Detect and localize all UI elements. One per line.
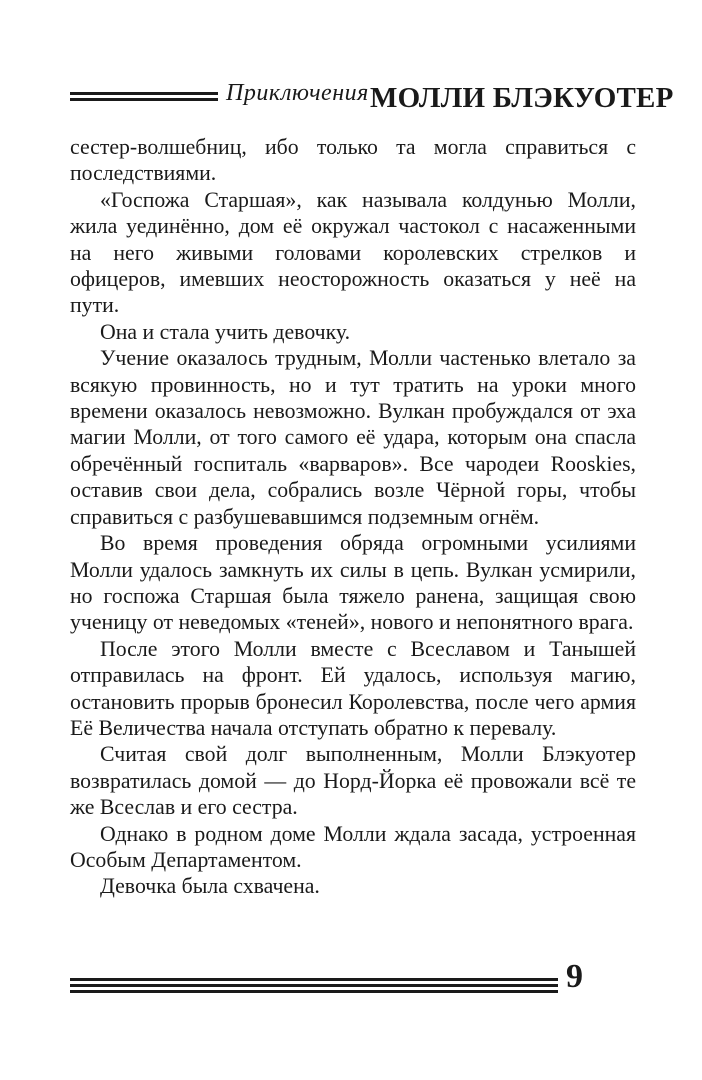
paragraph: Считая свой долг выполненным, Молли Блэкуотер возвратилась домой — до Норд-Йорка её провожали всё те же Всеслав и его сестра. <box>70 742 636 820</box>
paragraph: Она и стала учить девочку. <box>100 319 351 344</box>
paragraph: Девочка была схвачена. <box>100 874 320 899</box>
page-number: 9 <box>566 958 583 995</box>
book-title: МОЛЛИ БЛЭКУОТЕР <box>370 82 674 114</box>
paragraph: сестер-волшебниц, ибо только та могла справиться с последствиями. <box>70 135 636 186</box>
paragraph: Во время проведения обряда огромными усилиями Молли удалось замкнуть их силы в цепь. Вулкан усмирили, но госпожа Старшая была тяжело ранена, защищая свою ученицу от неведомых «теней», нового и непонятного врага. <box>70 531 636 635</box>
body-text <box>70 134 636 900</box>
paragraph: Однако в родном доме Молли ждала засада, устроенная Особым Департаментом. <box>70 821 636 872</box>
series-name: Приключения <box>226 80 369 106</box>
paragraph: «Госпожа Старшая», как называла колдунью Молли, жила уединённо, дом её окружал частокол с насаженными на него живыми головами королевских стрелков и офицеров, имевших неосторожность оказаться у неё на пути. <box>70 187 636 318</box>
header-rule <box>70 92 218 104</box>
paragraph: Учение оказалось трудным, Молли частенько влетало за всякую провинность, но и тут тратить на уроки много времени оказалось невозможно. Вулкан пробуждался от эха магии Молли, от того самого её удара, которым она спасла обречённый госпиталь «варваров». Все чародеи Rooskies, оставив свои дела, собрались возле Чёрной горы, чтобы справиться с разбушевавшимся подземным огнём. <box>70 346 636 529</box>
footer-rule <box>70 978 558 996</box>
paragraph: После этого Молли вместе с Всеславом и Танышей отправилась на фронт. Ей удалось, используя магию, остановить прорыв бронесил Королевства, после чего армия Её Величества начала отступать обратно к перевалу. <box>70 636 636 740</box>
running-header <box>70 80 674 120</box>
